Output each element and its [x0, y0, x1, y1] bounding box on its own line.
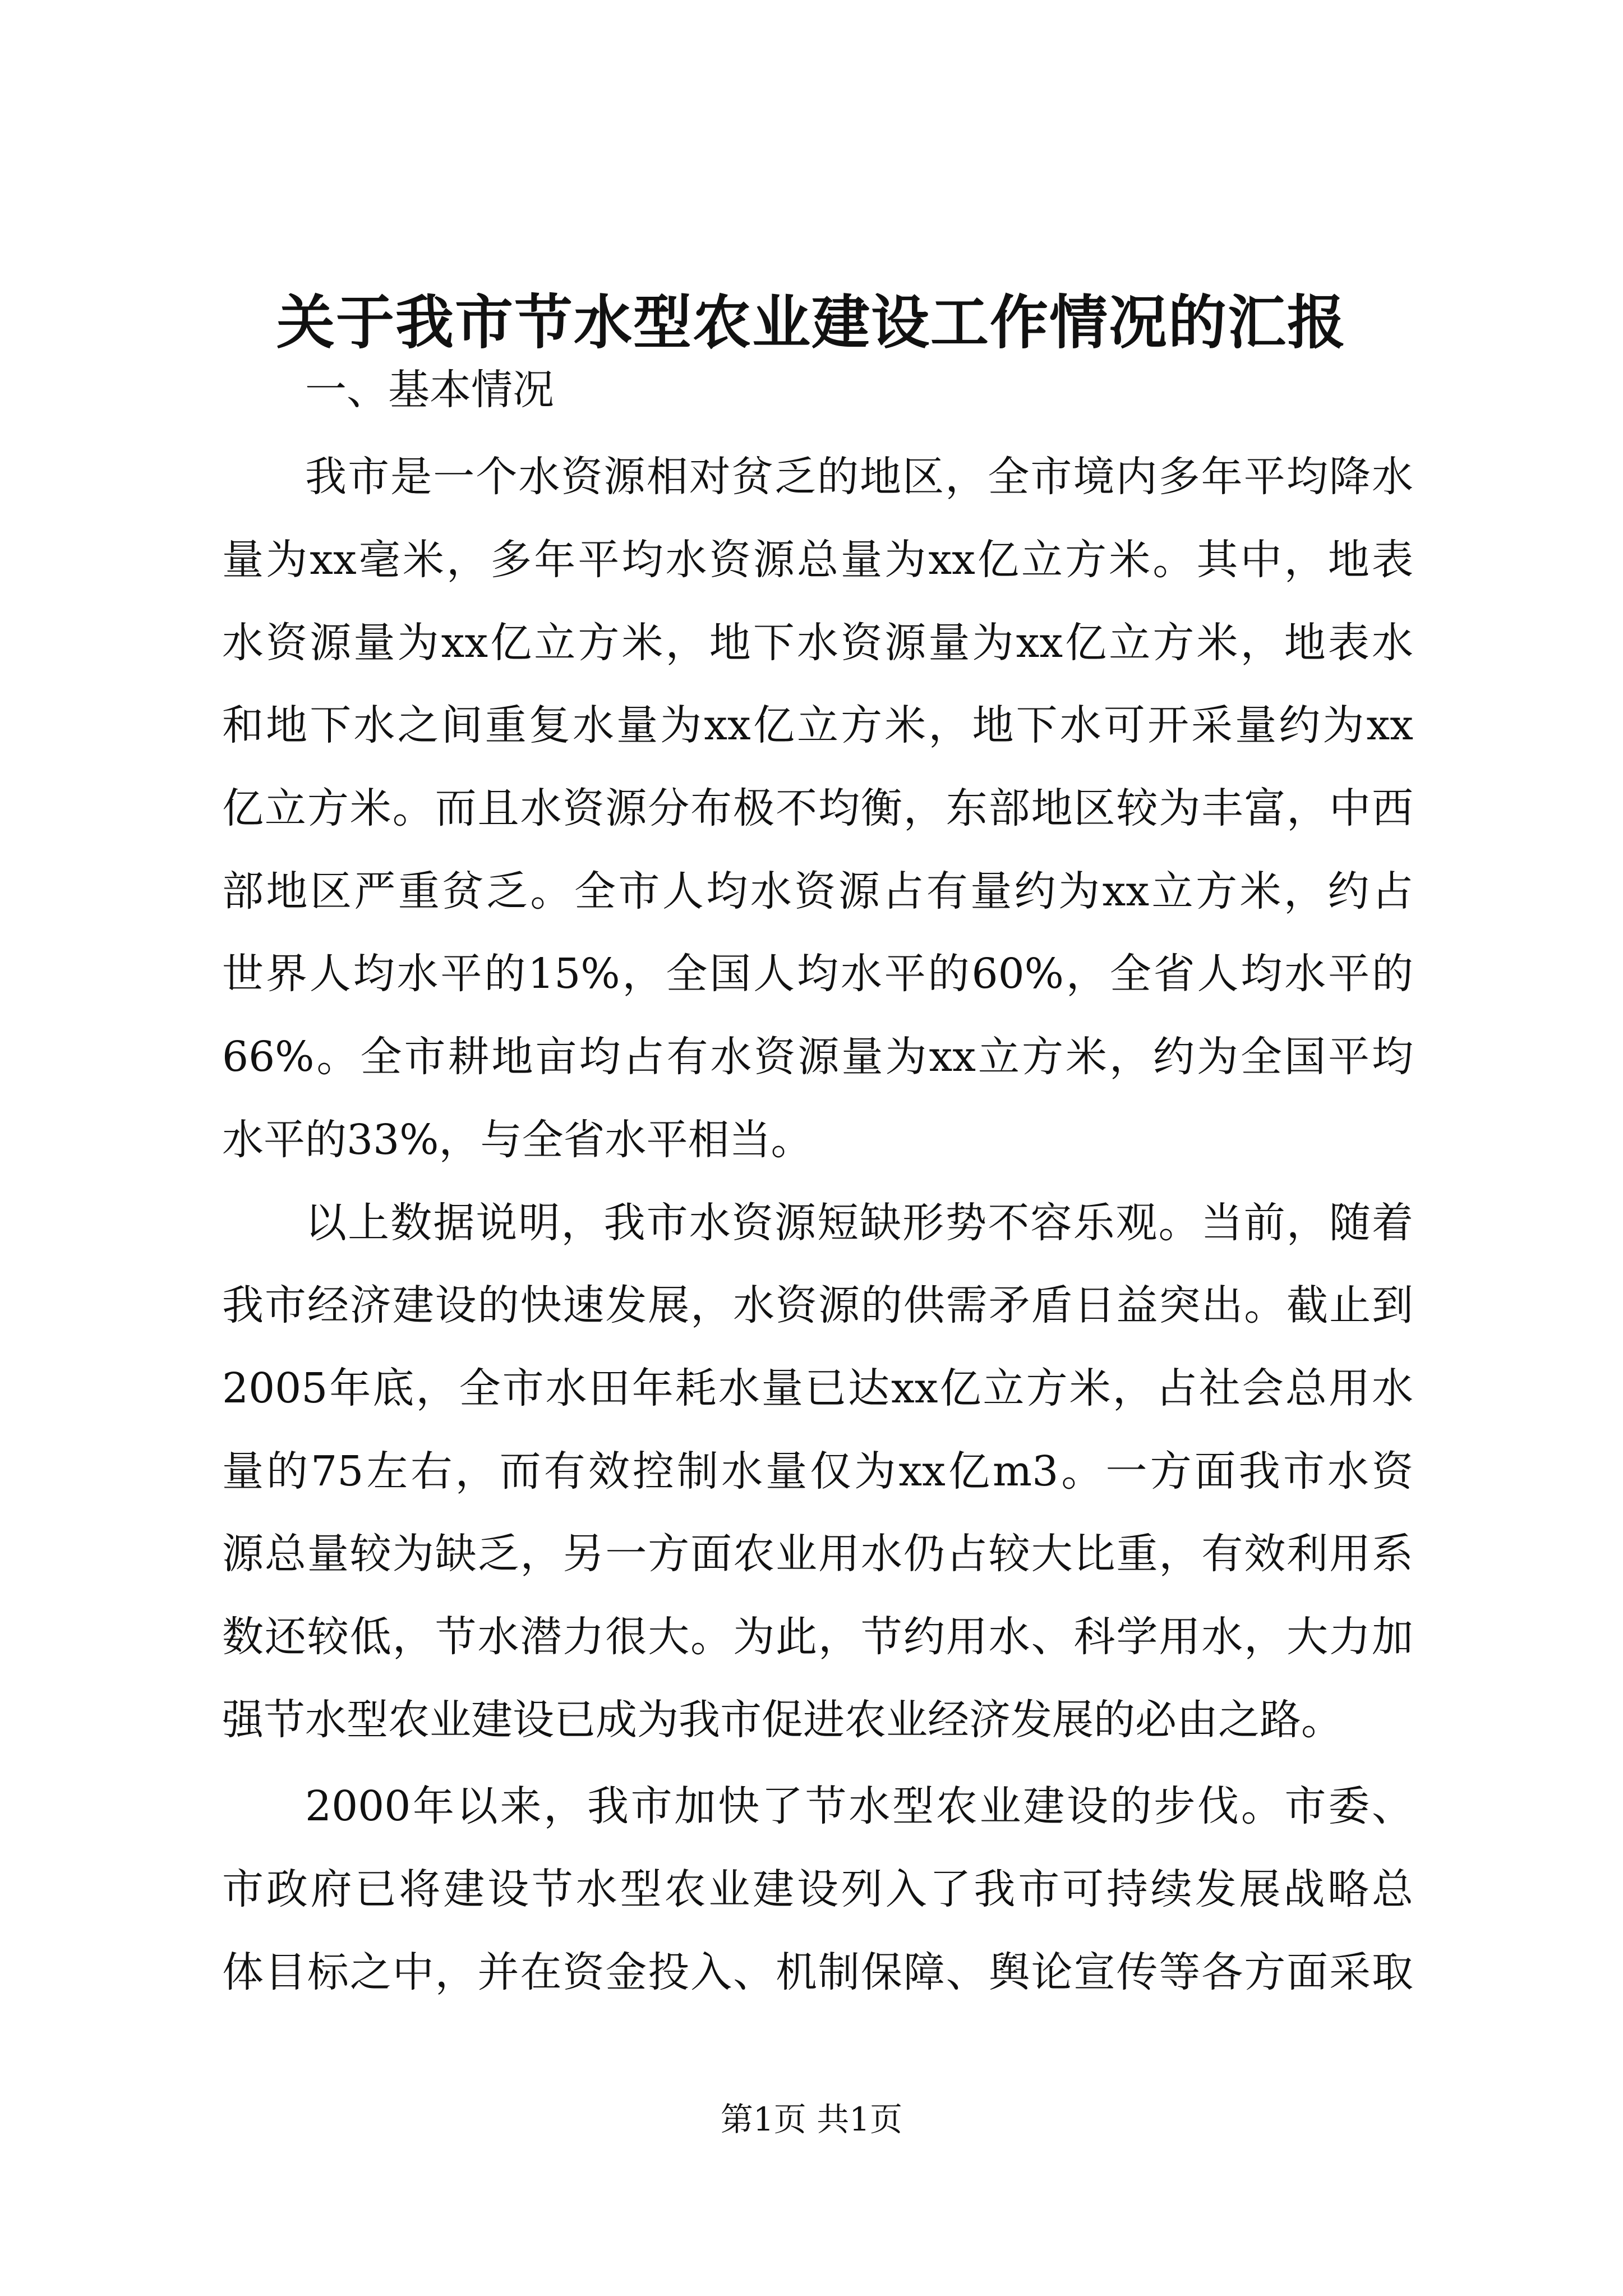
text-line: 源总量较为缺乏，另一方面农业用水仍占较大比重，有效利用系	[222, 1530, 1413, 1578]
text-line: 我市是一个水资源相对贫乏的地区，全市境内多年平均降水	[305, 453, 1413, 501]
text-line: 2000年以来，我市加快了节水型农业建设的步伐。市委、	[305, 1782, 1413, 1830]
text-line: 2005年底，全市水田年耗水量已达xx亿立方米，占社会总用水	[222, 1364, 1413, 1412]
text-line: 量的75左右，而有效控制水量仅为xx亿m3。一方面我市水资	[222, 1447, 1413, 1496]
text-line: 量为xx毫米，多年平均水资源总量为xx亿立方米。其中，地表	[222, 536, 1413, 584]
section-heading: 一、基本情况	[305, 366, 554, 414]
text-line: 和地下水之间重复水量为xx亿立方米，地下水可开采量约为xx	[222, 701, 1413, 749]
text-line: 水平的33%，与全省水平相当。	[222, 1116, 813, 1164]
text-line: 世界人均水平的15%，全国人均水平的60%，全省人均水平的	[222, 950, 1413, 998]
text-line: 水资源量为xx亿立方米，地下水资源量为xx亿立方米，地表水	[222, 619, 1413, 667]
page-number-footer: 第1页 共1页	[720, 2100, 903, 2138]
text-line: 体目标之中，并在资金投入、机制保障、舆论宣传等各方面采取	[222, 1948, 1413, 1996]
text-line: 我市经济建设的快速发展，水资源的供需矛盾日益突出。截止到	[222, 1281, 1413, 1329]
text-line: 部地区严重贫乏。全市人均水资源占有量约为xx立方米，约占	[222, 867, 1413, 915]
text-line: 以上数据说明，我市水资源短缺形势不容乐观。当前，随着	[305, 1199, 1413, 1247]
document-title: 关于我市节水型农业建设工作情况的汇报	[276, 288, 1347, 357]
text-line: 数还较低，节水潜力很大。为此，节约用水、科学用水，大力加	[222, 1613, 1413, 1661]
text-line: 强节水型农业建设已成为我市促进农业经济发展的必由之路。	[222, 1696, 1343, 1744]
text-line: 66%。全市耕地亩均占有水资源量为xx立方米，约为全国平均	[222, 1033, 1413, 1081]
text-line: 市政府已将建设节水型农业建设列入了我市可持续发展战略总	[222, 1865, 1413, 1913]
text-line: 亿立方米。而且水资源分布极不均衡，东部地区较为丰富，中西	[222, 784, 1413, 832]
